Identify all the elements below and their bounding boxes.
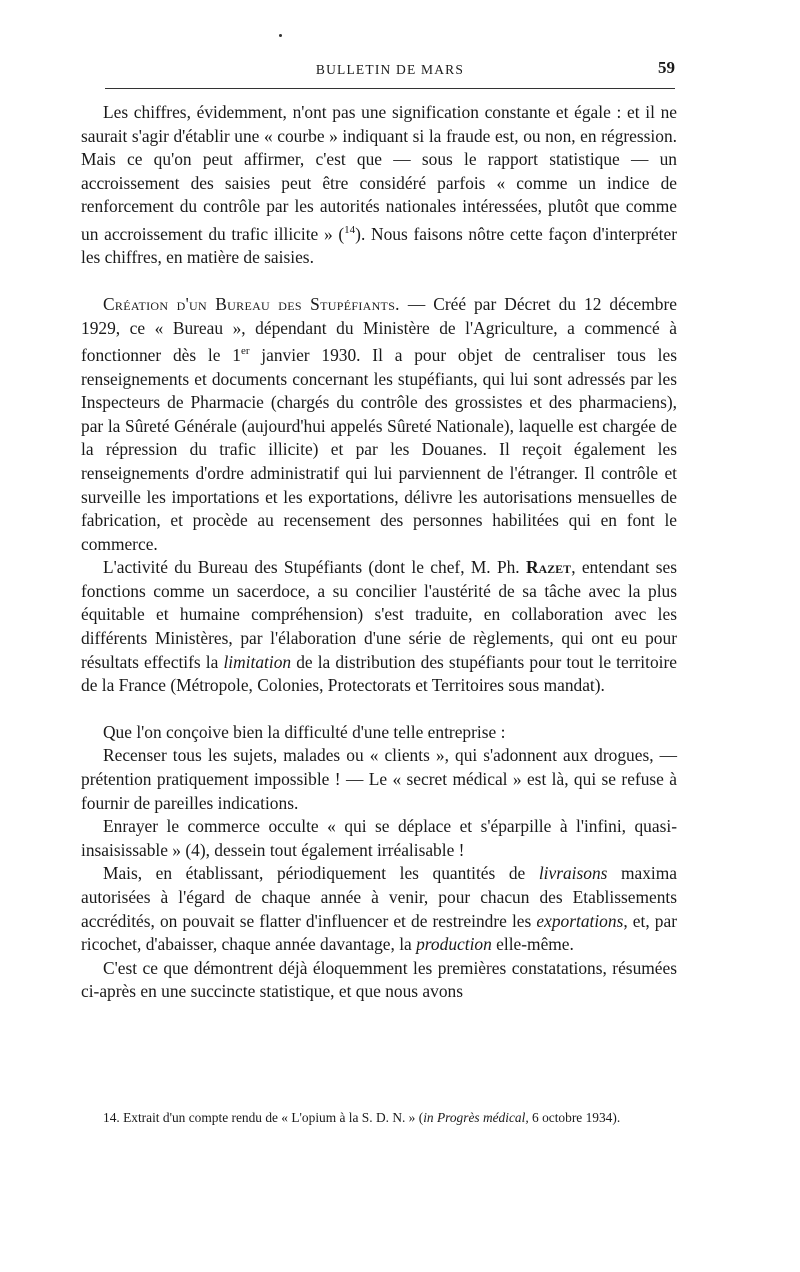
- footnote-ref-14: 14: [344, 223, 356, 236]
- paragraph-gap: [81, 270, 677, 293]
- footnote-text: 14. Extrait d'un compte rendu de « L'opium à la S. D. N. » (: [103, 1110, 424, 1125]
- footnote-14: [81, 1109, 677, 1127]
- paragraph-3-end: de la distribution des stupéfiants pour tout le territoire de la France (Métropole, Colonies, Protectorats et Territoires sous mandat).: [81, 651, 677, 696]
- footnotes: [81, 1109, 677, 1127]
- paragraph-gap: [81, 698, 677, 721]
- running-header: [105, 58, 675, 80]
- superscript-er: er: [240, 345, 250, 358]
- person-name: Razet: [525, 557, 572, 578]
- paragraph-3-start: L'activité du Bureau des Stupéfiants (dont le chef, M. Ph.: [103, 557, 526, 578]
- ink-speck: [279, 34, 282, 37]
- paragraph-4: Que l'on conçoive bien la difficulté d'une telle entreprise :: [103, 721, 506, 742]
- paragraph-3: [81, 556, 677, 698]
- paragraph-2-end: janvier 1930. Il a pour objet de centraliser tous les renseignements et documents concernant les stupéfiants, qui lui sont adressés par les Inspecteurs de Pharmacie (chargés du contrôle des grossistes et des pharmaciens), par la Sûreté Générale (aujourd'hui appelés Sûreté Nationale), laquelle est chargée de la répression du trafic illicite) et par les Douanes. Il reçoit également les renseignements d'ordre administratif qui lui parviennent de l'étranger. Il contrôle et surveille les importations et les exportations, délivre les autorisations mensuelles de fabrication, et procède au recensement des personnes habilitées qui en font le commerce.: [81, 344, 677, 554]
- header-rule: [105, 88, 675, 89]
- footnote-source: in Progrès médical,: [423, 1110, 529, 1125]
- paragraph-7: [81, 862, 677, 956]
- paragraph-7-a: Mais, en établissant, périodiquement les quantités de: [103, 863, 539, 884]
- emphasis-production: production: [416, 934, 492, 955]
- emphasis-livraisons: livraisons: [538, 863, 608, 884]
- paragraph-7-b: maxima autorisées à l'égard de chaque année à venir, pour chacun des Etablissements accrédités, on pouvait se flatter d'influencer et de restreindre les: [81, 863, 677, 931]
- paragraph-6: Enrayer le commerce occulte « qui se déplace et s'éparpille à l'infini, quasi-insaisissable » (4), dessein tout également irréalisable !: [81, 816, 677, 860]
- paragraph-2-text: — Créé par Décret du 12 décembre 1929, ce « Bureau », dépendant du Ministère de l'Agriculture, a commencé à fonctionner dès le 1: [81, 293, 677, 365]
- footnote-date: 6 octobre 1934).: [528, 1110, 621, 1125]
- section-heading: Création d'un Bureau des Stupéfiants.: [103, 293, 400, 314]
- running-title: BULLETIN DE MARS: [315, 62, 465, 77]
- page-number: 59: [658, 58, 675, 77]
- paragraph-3-mid: , entendant ses fonctions comme un sacerdoce, a su concilier l'austérité de sa tâche avec la plus équitable et humaine compréhension) s'est traduite, en collaboration avec les différents Ministères, par l'élaboration d'une série de règlements, qui ont eu pour résultats effectifs la: [81, 557, 677, 672]
- emphasis-exportations: exportations: [536, 910, 624, 931]
- paragraph-1-end: ). Nous faisons nôtre cette façon d'interpréter les chiffres, en matière de saisies.: [81, 223, 677, 268]
- emphasis-limitation: limitation: [223, 651, 292, 672]
- paragraph-8: C'est ce que démontrent déjà éloquemment les premières constatations, résumées ci-après en une succincte statistique, et que nous avons: [81, 957, 677, 1002]
- body-text: [81, 101, 677, 1004]
- paragraph-1-text: Les chiffres, évidemment, n'ont pas une signification constante et égale : et il ne saurait s'agir d'établir une « courbe » indiquant si la fraude est, ou non, en régression. Mais ce qu'on peut affirmer, c'est que — sous le rapport statistique — un accroissement des saisies peut être considéré parfois « comme un indice de renforcement du contrôle par les autorités nationales intéressées, plutôt que comme un accroissement du trafic illicite » (: [81, 102, 677, 244]
- paragraph-7-d: elle-même.: [491, 934, 574, 955]
- paragraph-7-c: , et, par ricochet, d'abaisser, chaque année davantage, la: [81, 910, 677, 955]
- paragraph-2: [81, 293, 677, 556]
- paragraph-5: Recenser tous les sujets, malades ou « clients », qui s'adonnent aux drogues, — prétention pratiquement impossible ! — Le « secret médical » est là, qui se refuse à fournir de pareilles indications.: [81, 745, 677, 813]
- paragraph-1: [81, 101, 677, 270]
